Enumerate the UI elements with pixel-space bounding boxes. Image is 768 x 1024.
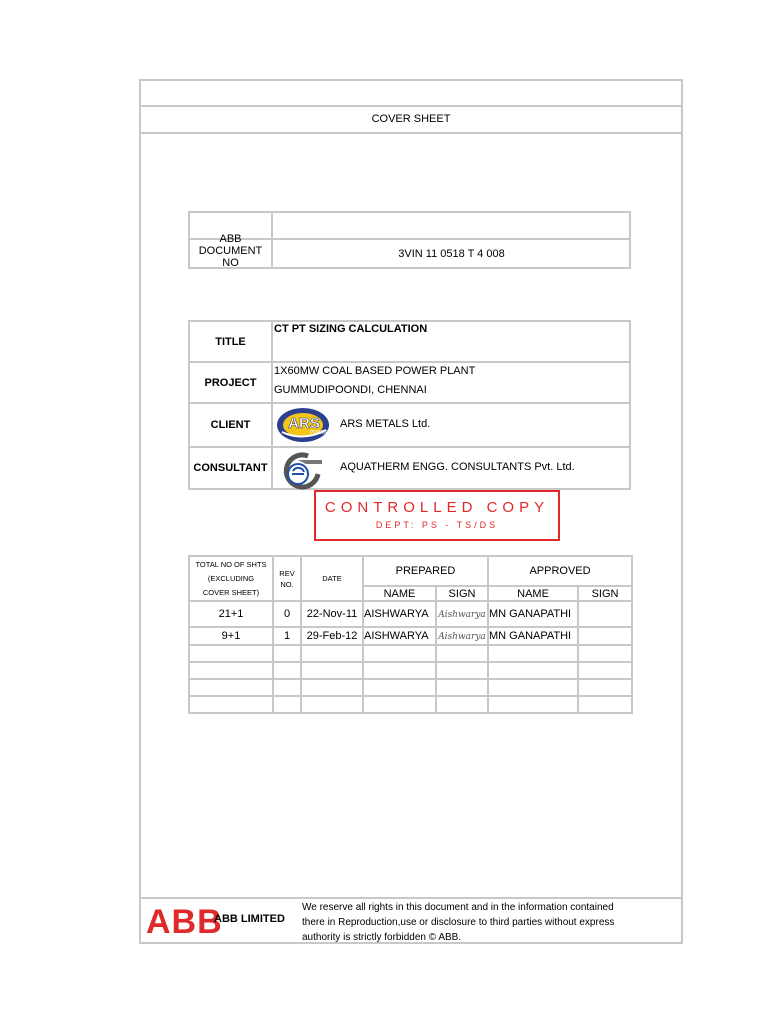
client-value: ARS METALS Ltd. <box>340 418 431 430</box>
table-row <box>189 601 632 627</box>
empty-cell <box>488 662 578 679</box>
project-line-1: 1X60MW COAL BASED POWER PLANT <box>274 365 476 377</box>
rights-notice-line-2: there in Reproduction,use or disclosure to third parties without express <box>302 917 615 928</box>
prepared-sign-header: SIGN <box>436 586 488 601</box>
sheets-header <box>189 556 273 601</box>
signature-image: Aishwarya <box>438 610 486 620</box>
approved-sign-header: SIGN <box>578 586 632 601</box>
empty-cell <box>436 696 488 713</box>
consultant-label: CONSULTANT <box>193 462 268 474</box>
title-value: CT PT SIZING CALCULATION <box>274 323 428 335</box>
title-label: TITLE <box>215 335 246 348</box>
doc-label-bot: NO <box>222 257 239 269</box>
empty-cell <box>578 679 632 696</box>
approved-name-cell: MN GANAPATHI <box>488 601 578 627</box>
empty-cell <box>189 679 273 696</box>
empty-cell <box>363 662 436 679</box>
aquatherm-logo-icon <box>278 450 326 488</box>
sheets-header-line-2: (EXCLUDING <box>207 573 255 583</box>
rev-header-line-1: REV <box>279 568 295 578</box>
prepared-header: PREPARED <box>363 556 488 586</box>
revision-header-row <box>189 556 632 586</box>
rev-cell: 1 <box>273 627 301 645</box>
empty-cell <box>436 662 488 679</box>
stamp-title: CONTROLLED COPY <box>324 499 550 516</box>
empty-cell <box>363 645 436 662</box>
controlled-copy-stamp <box>314 490 560 541</box>
table-row <box>189 696 632 713</box>
sheets-header-line-3: COVER SHEET) <box>202 587 260 597</box>
empty-cell <box>273 696 301 713</box>
empty-cell <box>273 662 301 679</box>
table-row <box>189 679 632 696</box>
approved-name-cell: MN GANAPATHI <box>488 627 578 645</box>
table-row <box>189 645 632 662</box>
empty-cell <box>273 645 301 662</box>
company-name: ABB LIMITED <box>214 913 285 925</box>
consultant-logo <box>278 450 326 488</box>
empty-cell <box>578 696 632 713</box>
footer-divider <box>139 897 683 899</box>
document-number-label <box>190 233 271 269</box>
empty-cell <box>301 645 363 662</box>
date-cell: 29-Feb-12 <box>301 627 363 645</box>
empty-cell <box>301 696 363 713</box>
empty-cell <box>578 662 632 679</box>
rev-cell: 0 <box>273 601 301 627</box>
stamp-dept: DEPT: PS - TS/DS <box>375 520 499 530</box>
empty-cell <box>436 645 488 662</box>
empty-cell <box>488 645 578 662</box>
empty-cell <box>436 679 488 696</box>
client-logo <box>276 406 332 444</box>
empty-cell <box>189 662 273 679</box>
prepared-sign-cell <box>436 601 488 627</box>
approved-header: APPROVED <box>488 556 632 586</box>
rights-notice <box>302 900 678 945</box>
empty-cell <box>488 679 578 696</box>
prepared-name-cell: AISHWARYA <box>363 627 436 645</box>
approved-sign-cell <box>578 601 632 627</box>
table-row <box>189 662 632 679</box>
project-line-2: GUMMUDIPOONDI, CHENNAI <box>274 384 427 396</box>
document-number-value: 3VIN 11 0518 T 4 008 <box>398 247 505 260</box>
sheets-cell: 21+1 <box>189 601 273 627</box>
info-col-divider <box>271 320 273 490</box>
prepared-name-header: NAME <box>363 586 436 601</box>
rev-header <box>273 556 301 601</box>
signature-image: Aishwarya <box>438 632 486 642</box>
client-logo-sub: POWER <box>310 430 329 436</box>
prepared-name-cell: AISHWARYA <box>363 601 436 627</box>
sheets-header-line-1: TOTAL NO OF SHTS <box>195 559 267 569</box>
page-title: COVER SHEET <box>371 113 451 125</box>
approved-sign-cell <box>578 627 632 645</box>
revision-table <box>188 555 633 714</box>
abb-logo: ABB <box>146 903 223 941</box>
date-header: DATE <box>301 556 363 601</box>
empty-cell <box>189 696 273 713</box>
rev-header-line-2: NO. <box>280 579 294 589</box>
approved-name-header: NAME <box>488 586 578 601</box>
project-label: PROJECT <box>204 376 257 389</box>
doc-label-top: ABB <box>219 233 242 245</box>
empty-cell <box>488 696 578 713</box>
table-row <box>189 627 632 645</box>
client-logo-text: ARS <box>288 415 320 432</box>
rights-notice-line-3: authority is strictly forbidden © ABB. <box>302 932 462 943</box>
empty-cell <box>301 662 363 679</box>
date-cell: 22-Nov-11 <box>301 601 363 627</box>
prepared-sign-cell <box>436 627 488 645</box>
empty-cell <box>301 679 363 696</box>
sheets-cell: 9+1 <box>189 627 273 645</box>
client-label: CLIENT <box>210 419 251 431</box>
doc-label-mid: DOCUMENT <box>198 245 263 257</box>
consultant-value: AQUATHERM ENGG. CONSULTANTS Pvt. Ltd. <box>340 461 575 473</box>
empty-cell <box>189 645 273 662</box>
empty-cell <box>578 645 632 662</box>
header-divider-2 <box>139 132 683 134</box>
empty-cell <box>273 679 301 696</box>
rights-notice-line-1: We reserve all rights in this document and in the information contained <box>302 902 614 913</box>
empty-cell <box>363 679 436 696</box>
empty-cell <box>363 696 436 713</box>
